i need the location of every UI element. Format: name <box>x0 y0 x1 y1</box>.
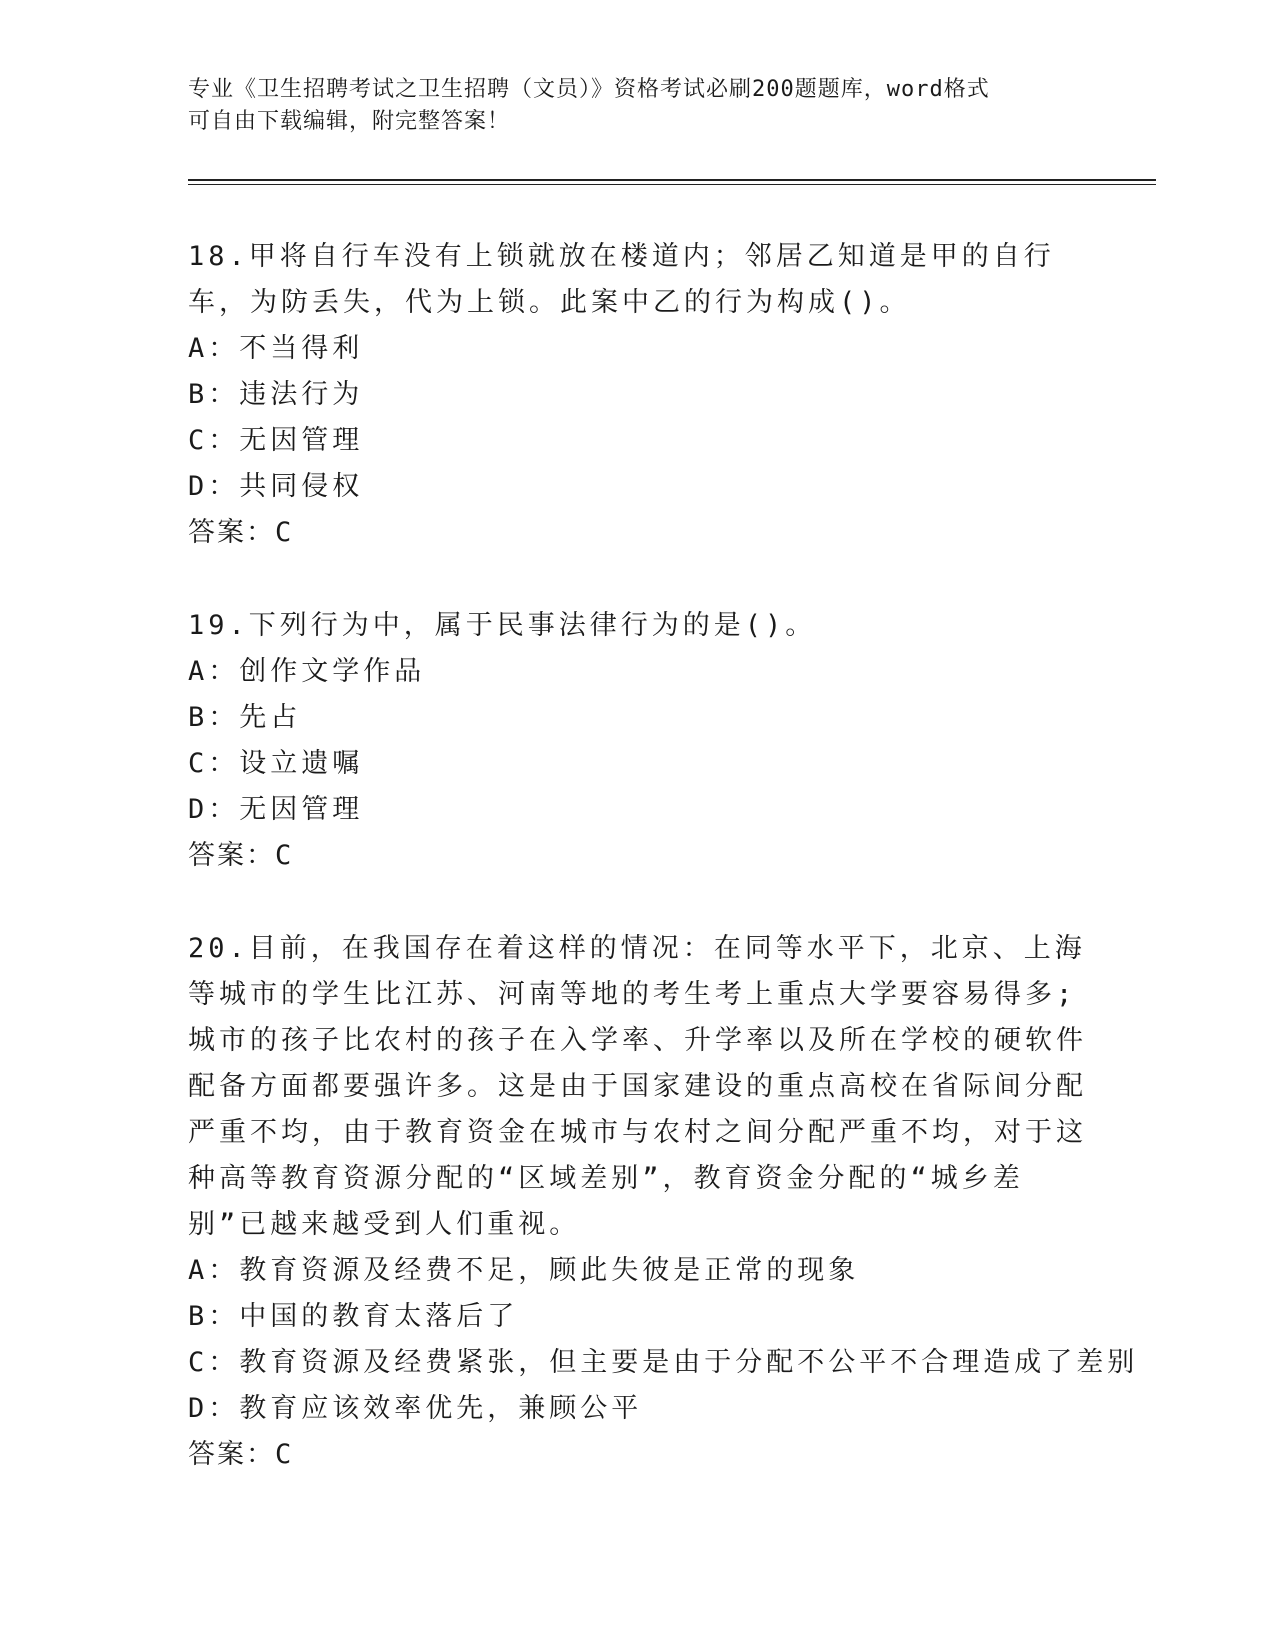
answer: 答案：C <box>188 840 294 871</box>
question-20 <box>188 926 1139 1478</box>
answer: 答案：C <box>188 517 294 548</box>
option-c: C：设立遗嘱 <box>188 748 364 779</box>
document-header <box>188 74 1088 138</box>
header-divider-thin <box>188 184 1156 185</box>
option-a: A：创作文学作品 <box>188 656 426 687</box>
option-c: C：无因管理 <box>188 425 364 456</box>
question-18 <box>188 234 1088 556</box>
option-d: D：共同侵权 <box>188 471 364 502</box>
option-b: B：先占 <box>188 702 302 733</box>
question-19 <box>188 603 1088 879</box>
option-b: B：违法行为 <box>188 379 364 410</box>
option-b: B：中国的教育太落后了 <box>188 1301 519 1332</box>
option-a: A：教育资源及经费不足，顾此失彼是正常的现象 <box>188 1255 860 1286</box>
header-divider <box>188 179 1156 181</box>
question-stem: 19.下列行为中，属于民事法律行为的是()。 <box>188 610 817 641</box>
question-list <box>188 234 1139 1525</box>
question-stem: 20.目前，在我国存在着这样的情况：在同等水平下，北京、上海等城市的学生比江苏、河南等地的考生考上重点大学要容易得多;城市的孩子比农村的孩子在入学率、升学率以及所在学校的硬软件配备方面都要强许多。这是由于国家建设的重点高校在省际间分配严重不均，由于教育资金在城市与农村之间分配严重不均，对于这种高等教育资源分配的“区域差别”，教育资金分配的“城乡差别”已越来越受到人们重视。 <box>188 933 1087 1240</box>
header-line-2: 可自由下载编辑，附完整答案！ <box>188 109 511 134</box>
answer: 答案：C <box>188 1439 294 1470</box>
option-c: C：教育资源及经费紧张，但主要是由于分配不公平不合理造成了差别 <box>188 1347 1139 1378</box>
question-stem: 18.甲将自行车没有上锁就放在楼道内；邻居乙知道是甲的自行车，为防丢失，代为上锁。此案中乙的行为构成()。 <box>188 241 1055 318</box>
option-d: D：无因管理 <box>188 794 364 825</box>
option-a: A：不当得利 <box>188 333 364 364</box>
header-line-1: 专业《卫生招聘考试之卫生招聘（文员）》资格考试必刷200题题库，word格式 <box>188 77 990 102</box>
option-d: D：教育应该效率优先，兼顾公平 <box>188 1393 643 1424</box>
